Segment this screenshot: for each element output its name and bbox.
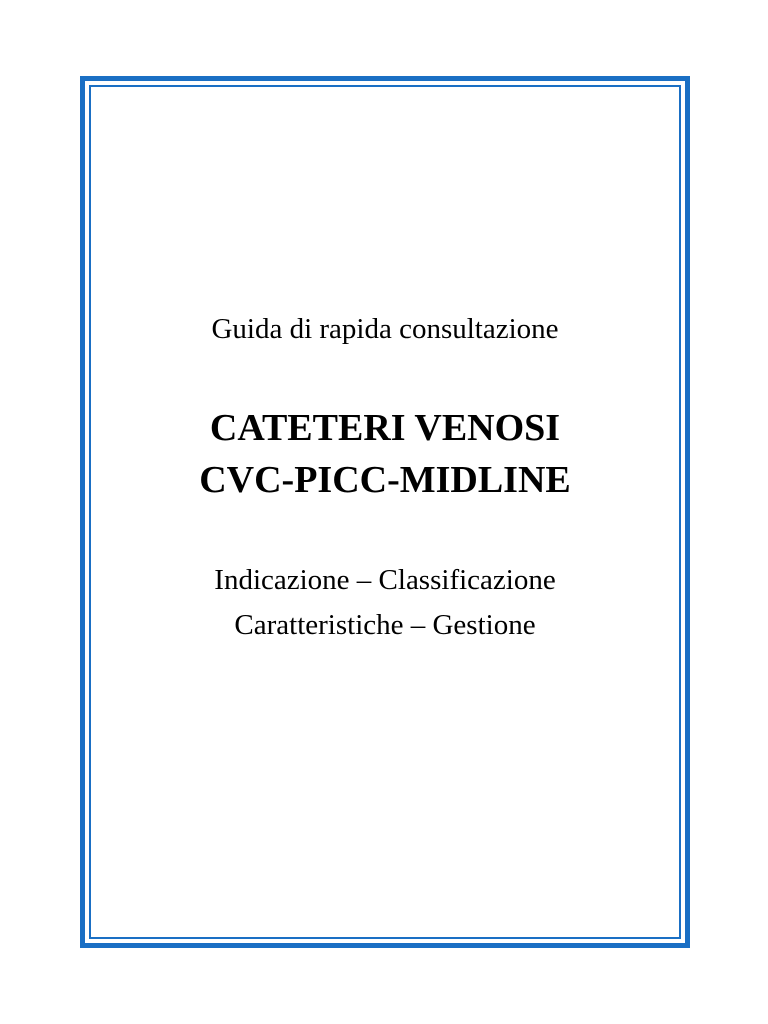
- cover-content: [89, 85, 681, 939]
- cover-title-line-2: CVC-PICC-MIDLINE: [199, 459, 571, 501]
- cover-topics-line-2: Caratteristiche – Gestione: [234, 609, 536, 641]
- cover-title-line-1: CATETERI VENOSI: [209, 407, 561, 449]
- cover-topics-line-1: Indicazione – Classificazione: [214, 564, 556, 596]
- cover-subtitle: Guida di rapida consultazione: [211, 313, 559, 345]
